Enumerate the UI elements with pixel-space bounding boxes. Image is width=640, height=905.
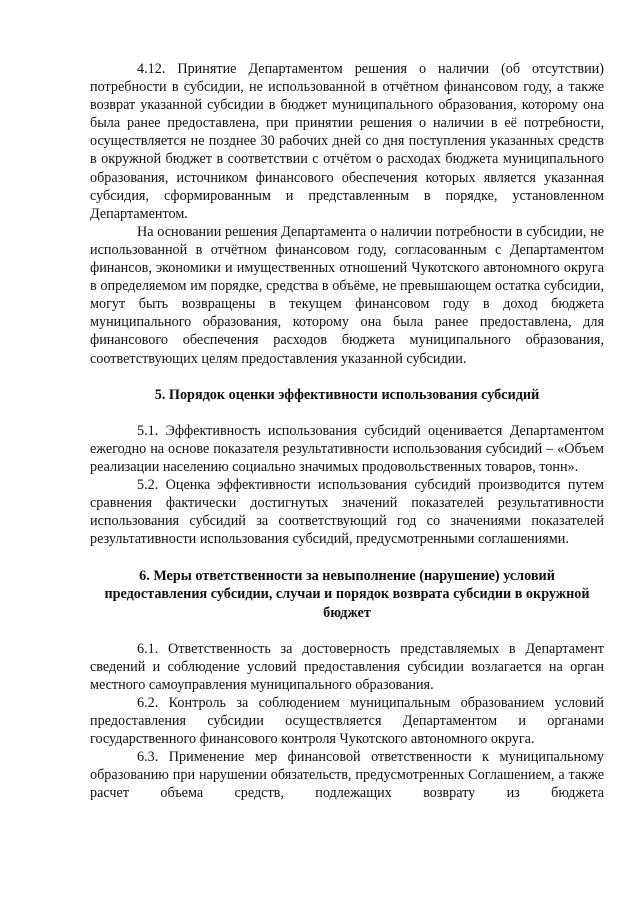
paragraph-6-2: 6.2. Контроль за соблюдением муниципальным образованием условий предоставления субсидии осуществляется Департаментом и органами государственного финансового контроля Чукотского автономного округа. bbox=[90, 694, 604, 748]
paragraph-6-1: 6.1. Ответственность за достоверность представляемых в Департамент сведений и соблюдение условий предоставления субсидии возлагается на орган местного самоуправления муниципального образования. bbox=[90, 640, 604, 693]
paragraph-6-3: 6.3. Применение мер финансовой ответственности к муниципальному образованию при нарушении обязательств, предусмотренных Соглашением, а также расчет объема средств, подлежащих возврату из бюджета bbox=[90, 749, 604, 802]
paragraph-5-2: 5.2. Оценка эффективности использования субсидий производится путем сравнения фактически достигнутых значений показателей результативности использования субсидий за соответствующий год со значениями показателей результативности использования субсидий, предусмотренными соглашениями. bbox=[90, 476, 604, 548]
section-6-heading: 6. Меры ответственности за невыполнение (нарушение) условий предоставления субсидии, случаи и порядок возврата субсидии в окружной бюджет bbox=[104, 568, 590, 621]
paragraph-4-12-continued: На основании решения Департамента о наличии потребности в субсидии, не использованной в отчётном финансовом году, согласованным с Департаментом финансов, экономики и имущественных отношений Чукотского автономного округа в определяемом им порядке, средства в объёме, не превышающем остатка субсидии, могут быть возвращены в текущем финансовом году в доход бюджета муниципального образования, которому она была ранее предоставлена, для финансового обеспечения расходов бюджета муниципального образования, соответствующих целям предоставления указанной субсидии. bbox=[90, 223, 604, 367]
section-5-heading: 5. Порядок оценки эффективности использования субсидий bbox=[154, 386, 540, 403]
paragraph-4-12: 4.12. Принятие Департаментом решения о наличии (об отсутствии) потребности в субсидии, не использованной в отчётном финансовом году, а также возврат указанной субсидии в бюджет муниципального образования, которому она была ранее предоставлена, при принятии решения о наличии в её потребности, осуществляется не позднее 30 рабочих дней со дня поступления указанных средств в окружной бюджет в соответствии с отчётом о расходах бюджета муниципального образования, источником финансового обеспечения которых является указанная субсидия, сформированным и представленным в порядке, установленном Департаментом. bbox=[90, 61, 604, 222]
paragraph-5-1: 5.1. Эффективность использования субсидий оценивается Департаментом ежегодно на основе показателя результативности использования субсидий – «Объем реализации населению социально значимых продовольственных товаров, тонн». bbox=[90, 422, 604, 475]
